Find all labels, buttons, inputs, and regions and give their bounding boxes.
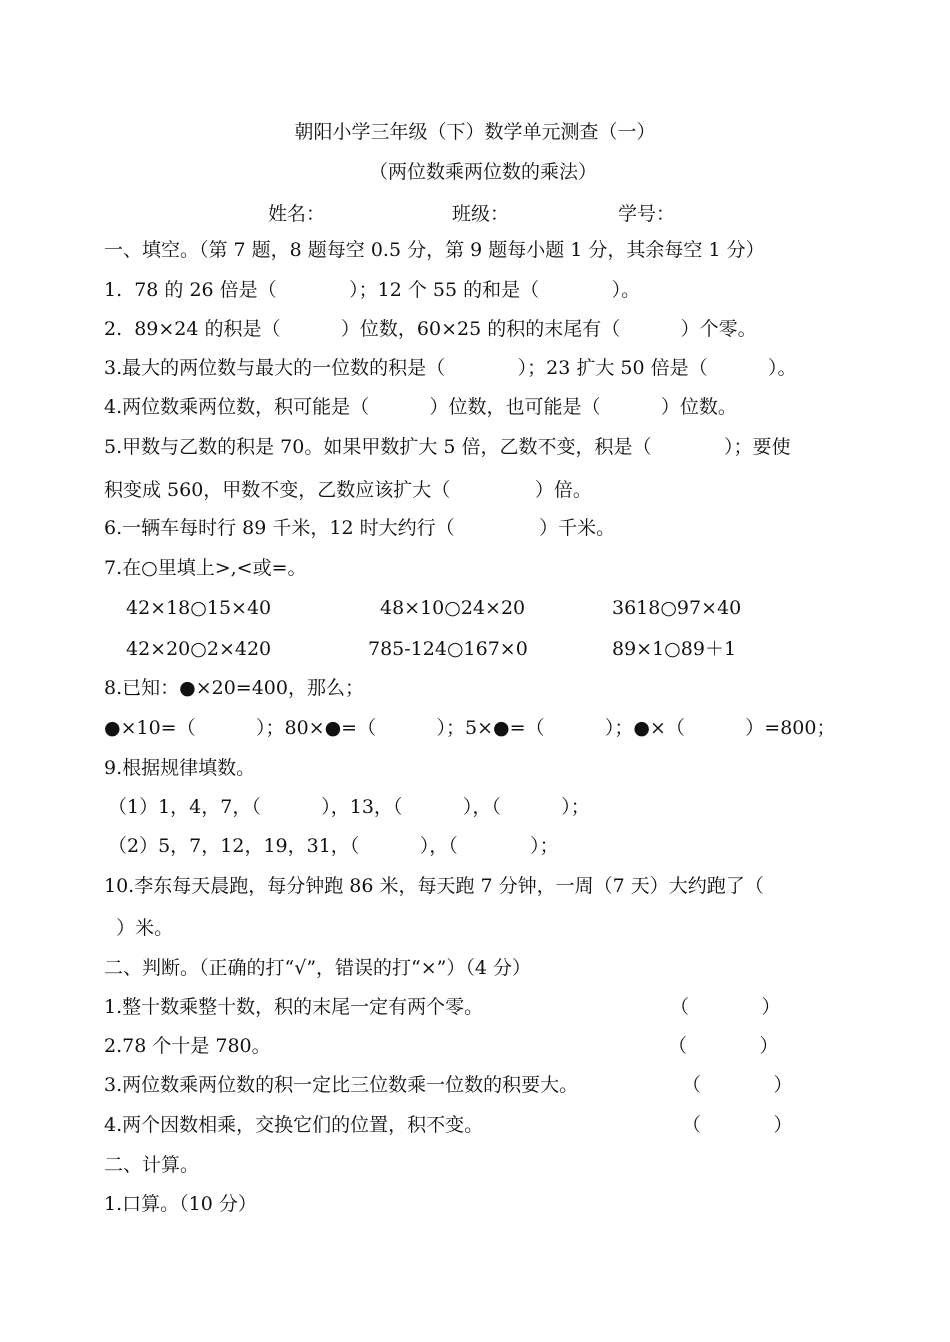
judge-answer-blank: （ ） <box>682 1114 793 1136</box>
section2-heading: 二、判断。（正确的打“√”，错误的打“×”）（4 分） <box>104 957 532 979</box>
question-9-part2: （2）5，7，12，19，31，（ ），（ ）； <box>108 835 559 857</box>
compare-item: 89×1○89＋1 <box>612 638 737 660</box>
question-6: 6.一辆车每时行 89 千米，12 时大约行（ ）千米。 <box>104 517 616 539</box>
class-label: 班级： <box>452 203 510 225</box>
question-10-line2: ）米。 <box>104 917 174 939</box>
question-8-line1: 8.已知：●×20=400，那么； <box>104 677 364 699</box>
question-2: 2. 89×24 的积是（ ）位数，60×25 的积的末尾有（ ）个零。 <box>104 318 757 340</box>
question-8-line2: ●×10=（ ）；80×●=（ ）；5×●=（ ）；●×（ ）=800； <box>104 717 836 739</box>
question-9: 9.根据规律填数。 <box>104 757 256 779</box>
question-10-line1: 10.李东每天晨跑，每分钟跑 86 米，每天跑 7 分钟，一周（7 天）大约跑了（ <box>104 875 764 897</box>
section3-heading: 二、计算。 <box>104 1154 200 1176</box>
name-label: 姓名： <box>268 203 326 225</box>
judge-item: 2.78 个十是 780。 <box>104 1035 271 1057</box>
question-7: 7.在○里填上>,<或=。 <box>104 557 307 579</box>
student-id-label: 学号： <box>618 203 676 225</box>
judge-answer-blank: （ ） <box>682 1074 793 1096</box>
page-subtitle: （两位数乘两位数的乘法） <box>368 161 597 183</box>
compare-item: 48×10○24×20 <box>380 597 526 619</box>
question-1: 1. 78 的 26 倍是（ ）；12 个 55 的和是（ ）。 <box>104 279 641 301</box>
question-5-line2: 积变成 560，甲数不变，乙数应该扩大（ ）倍。 <box>104 479 592 501</box>
question-4: 4.两位数乘两位数，积可能是（ ）位数，也可能是（ ）位数。 <box>104 396 737 418</box>
compare-item: 3618○97×40 <box>612 597 742 619</box>
section3-subheading: 1.口算。（10 分） <box>104 1193 257 1215</box>
question-5-line1: 5.甲数与乙数的积是 70。如果甲数扩大 5 倍，乙数不变，积是（ ）；要使 <box>104 436 791 458</box>
section1-heading: 一、填空。（第 7 题，8 题每空 0.5 分，第 9 题每小题 1 分，其余每空 1 分） <box>104 239 765 261</box>
judge-item: 4.两个因数相乘，交换它们的位置，积不变。 <box>104 1114 484 1136</box>
judge-answer-blank: （ ） <box>670 996 781 1018</box>
judge-answer-blank: （ ） <box>668 1035 779 1057</box>
judge-item: 1.整十数乘整十数，积的末尾一定有两个零。 <box>104 996 484 1018</box>
page-title: 朝阳小学三年级（下）数学单元测查（一） <box>294 121 656 143</box>
compare-item: 785-124○167×0 <box>368 638 528 660</box>
compare-item: 42×18○15×40 <box>126 597 272 619</box>
question-9-part1: （1）1，4，7，（ ），13，（ ），（ ）； <box>108 796 590 818</box>
compare-item: 42×20○2×420 <box>126 638 272 660</box>
question-3: 3.最大的两位数与最大的一位数的积是（ ）；23 扩大 50 倍是（ ）。 <box>104 357 797 379</box>
judge-item: 3.两位数乘两位数的积一定比三位数乘一位数的积要大。 <box>104 1074 579 1096</box>
